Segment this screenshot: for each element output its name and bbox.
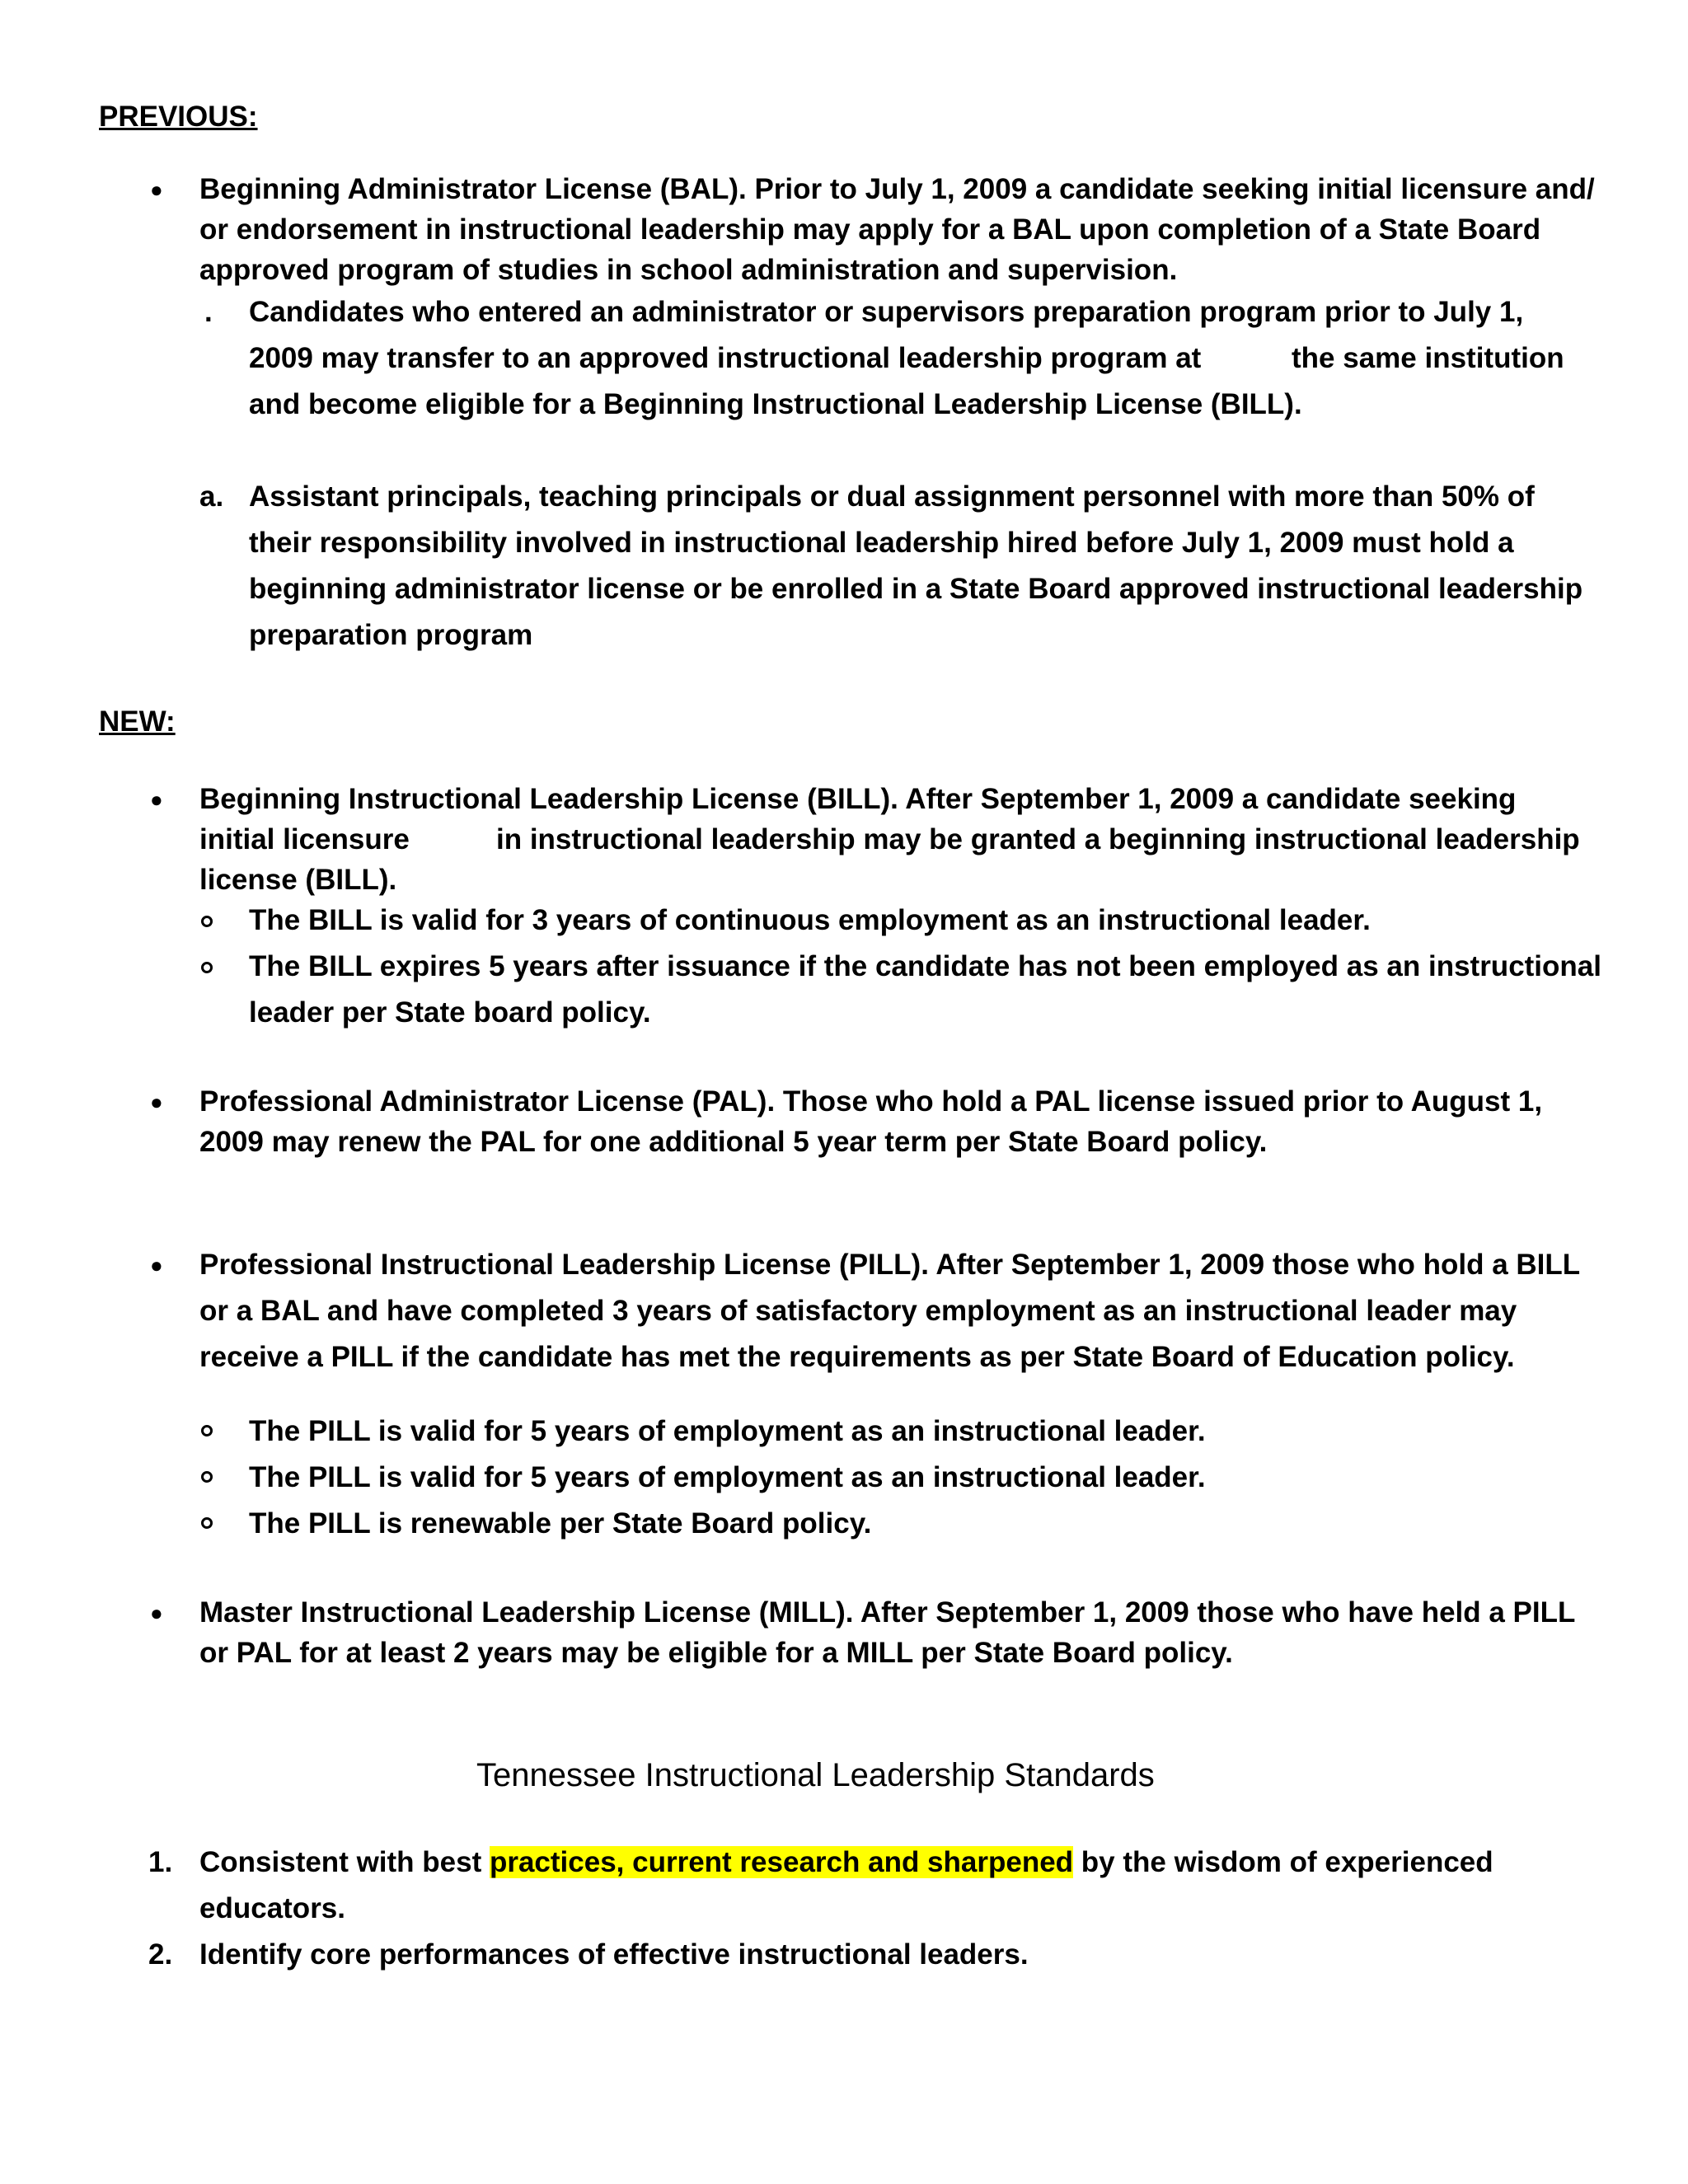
- standard-1-before: Consistent with best: [199, 1846, 490, 1878]
- bullet-pal: ●: [150, 1090, 163, 1114]
- bal-sub2-line-1: Assistant principals, teaching principals or dual assignment personnel with more than 50% of: [249, 480, 1535, 513]
- bill-line-2b: in instructional leadership may be granted a beginning instructional leadership: [496, 823, 1580, 855]
- bal-sub1-marker: .: [204, 296, 213, 328]
- pill-sub3: The PILL is renewable per State Board policy.: [249, 1507, 872, 1540]
- pill-line-1: Professional Instructional Leadership License (PILL). After September 1, 2009 those who hold a BILL: [199, 1249, 1581, 1281]
- pill-sub1: The PILL is valid for 5 years of employment as an instructional leader.: [249, 1415, 1206, 1447]
- bal-sub2-line-2: their responsibility involved in instructional leadership hired before July 1, 2009 must hold a: [249, 527, 1514, 559]
- standard-1-line-2: educators.: [199, 1892, 345, 1924]
- bill-line-2a: initial licensure: [199, 823, 410, 855]
- pill-sub2-bullet: [201, 1471, 213, 1483]
- pill-line-2: or a BAL and have completed 3 years of satisfactory employment as an instructional leader may: [199, 1295, 1517, 1327]
- bal-line-3: approved program of studies in school administration and supervision.: [199, 254, 1178, 286]
- bullet-bill: ●: [150, 787, 163, 812]
- standard-2-text: Identify core performances of effective instructional leaders.: [199, 1938, 1029, 1971]
- bill-sub1: The BILL is valid for 3 years of continuous employment as an instructional leader.: [249, 904, 1371, 936]
- bal-sub2-line-3: beginning administrator license or be enrolled in a State Board approved instructional leadership: [249, 573, 1583, 605]
- bill-line-1: Beginning Instructional Leadership License (BILL). After September 1, 2009 a candidate seeking: [199, 783, 1517, 815]
- standard-1-highlight: practices, current research and sharpened: [489, 1846, 1074, 1878]
- bal-sub2-line-4: preparation program: [249, 619, 533, 651]
- bal-line-1: Beginning Administrator License (BAL). Prior to July 1, 2009 a candidate seeking initial licensure and/: [199, 173, 1595, 205]
- heading-previous: PREVIOUS:: [99, 101, 258, 133]
- bill-sub2-bullet: [201, 962, 213, 973]
- standard-1-line-1: [199, 1842, 1493, 1883]
- heading-new: NEW:: [99, 705, 176, 738]
- bill-sub2-line-2: leader per State board policy.: [249, 996, 651, 1029]
- bal-sub1-line-2: 2009 may transfer to an approved instructional leadership program at: [249, 342, 1202, 374]
- pill-sub2: The PILL is valid for 5 years of employment as an instructional leader.: [249, 1461, 1206, 1493]
- bullet-bal: ●: [150, 177, 163, 202]
- bill-sub1-bullet: [201, 916, 213, 927]
- bal-sub1-line-3: and become eligible for a Beginning Instructional Leadership License (BILL).: [249, 388, 1302, 420]
- pal-line-2: 2009 may renew the PAL for one additional 5 year term per State Board policy.: [199, 1126, 1268, 1158]
- mill-line-2: or PAL for at least 2 years may be eligible for a MILL per State Board policy.: [199, 1637, 1233, 1669]
- standard-1-number: 1.: [148, 1846, 173, 1878]
- bal-sub2-marker: a.: [199, 480, 224, 513]
- bal-line-2: or endorsement in instructional leadership may apply for a BAL upon completion of a State Board: [199, 213, 1541, 246]
- pal-line-1: Professional Administrator License (PAL). Those who hold a PAL license issued prior to August 1,: [199, 1085, 1543, 1118]
- mill-line-1: Master Instructional Leadership License (MILL). After September 1, 2009 those who have held a PILL: [199, 1596, 1576, 1629]
- bill-sub2-line-1: The BILL expires 5 years after issuance if the candidate has not been employed as an instructional: [249, 950, 1601, 982]
- standards-title: Tennessee Instructional Leadership Standards: [476, 1757, 1155, 1793]
- standard-2-number: 2.: [148, 1938, 173, 1971]
- standard-1-after: by the wisdom of experienced: [1073, 1846, 1493, 1878]
- bal-sub1-line-1: Candidates who entered an administrator or supervisors preparation program prior to July 1,: [249, 296, 1524, 328]
- bullet-mill: ●: [150, 1601, 163, 1625]
- bal-sub1-line-2b: the same institution: [1292, 342, 1564, 374]
- pill-sub1-bullet: [201, 1425, 213, 1436]
- bullet-pill: ●: [150, 1253, 163, 1277]
- pill-line-3: receive a PILL if the candidate has met the requirements as per State Board of Education policy.: [199, 1341, 1515, 1373]
- bill-line-3: license (BILL).: [199, 864, 397, 896]
- pill-sub3-bullet: [201, 1517, 213, 1529]
